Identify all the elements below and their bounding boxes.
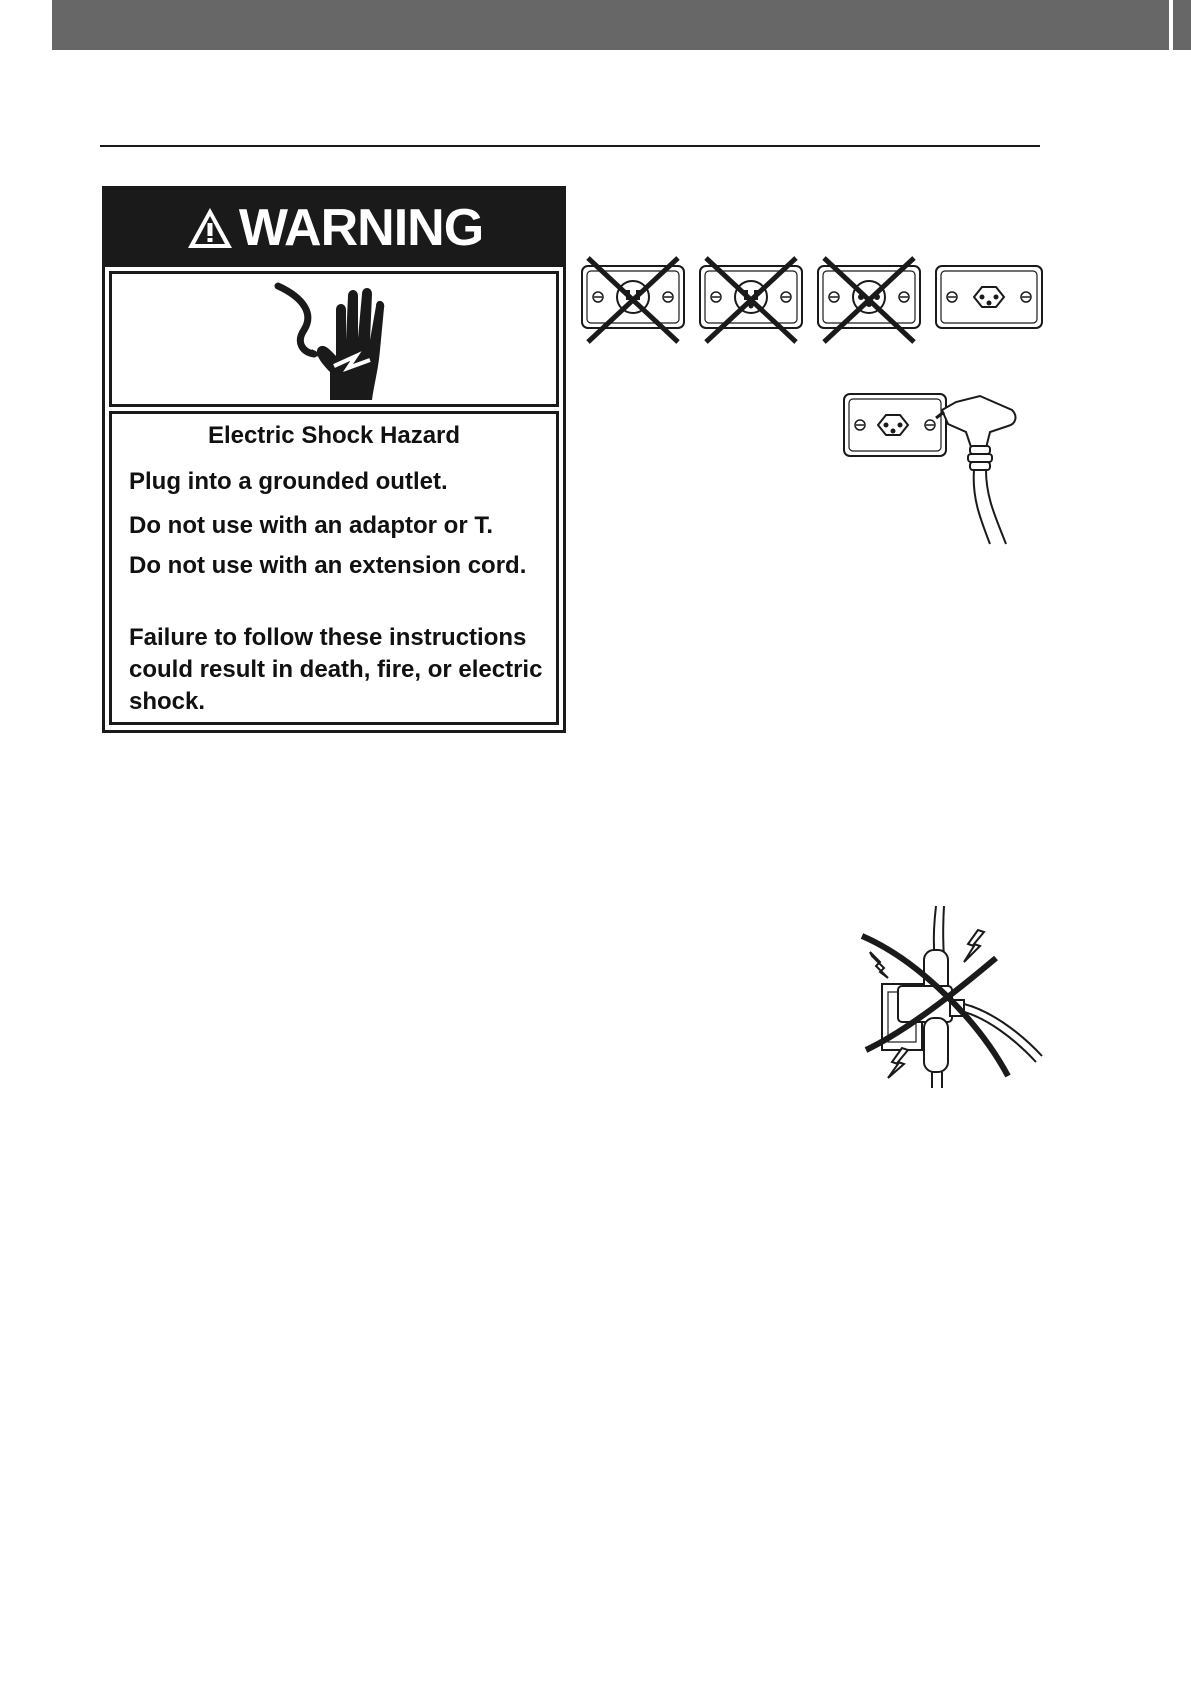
warning-title: WARNING (238, 199, 484, 257)
no-adaptor-illustration (858, 900, 1044, 1090)
warning-label (102, 186, 566, 733)
top-header-bar-edge (1173, 0, 1191, 50)
instruction-grounded-outlet: Plug into a grounded outlet. (129, 468, 448, 495)
instruction-no-extension-cord: Do not use with an extension cord. (129, 552, 527, 579)
instructions-panel (109, 411, 559, 725)
hazard-title: Electric Shock Hazard (207, 422, 461, 449)
warning-header (105, 189, 563, 267)
top-header-bar (52, 0, 1169, 50)
outlet-types-illustration (578, 250, 1044, 350)
warning-triangle-icon (185, 205, 235, 251)
outlet-incorrect-3 (818, 258, 920, 342)
section-rule (100, 145, 1040, 147)
instruction-no-adaptor: Do not use with an adaptor or T. (129, 512, 494, 539)
outlet-correct (936, 266, 1042, 328)
outlet-incorrect-1 (582, 258, 684, 342)
instruction-failure-consequence: Failure to follow these instructions could result in death, fire, or electric shock. (129, 624, 543, 715)
electric-shock-hand-icon (274, 280, 404, 404)
grounded-plug-illustration (840, 388, 1030, 548)
hand-panel (109, 271, 559, 407)
outlet-incorrect-2 (700, 258, 802, 342)
